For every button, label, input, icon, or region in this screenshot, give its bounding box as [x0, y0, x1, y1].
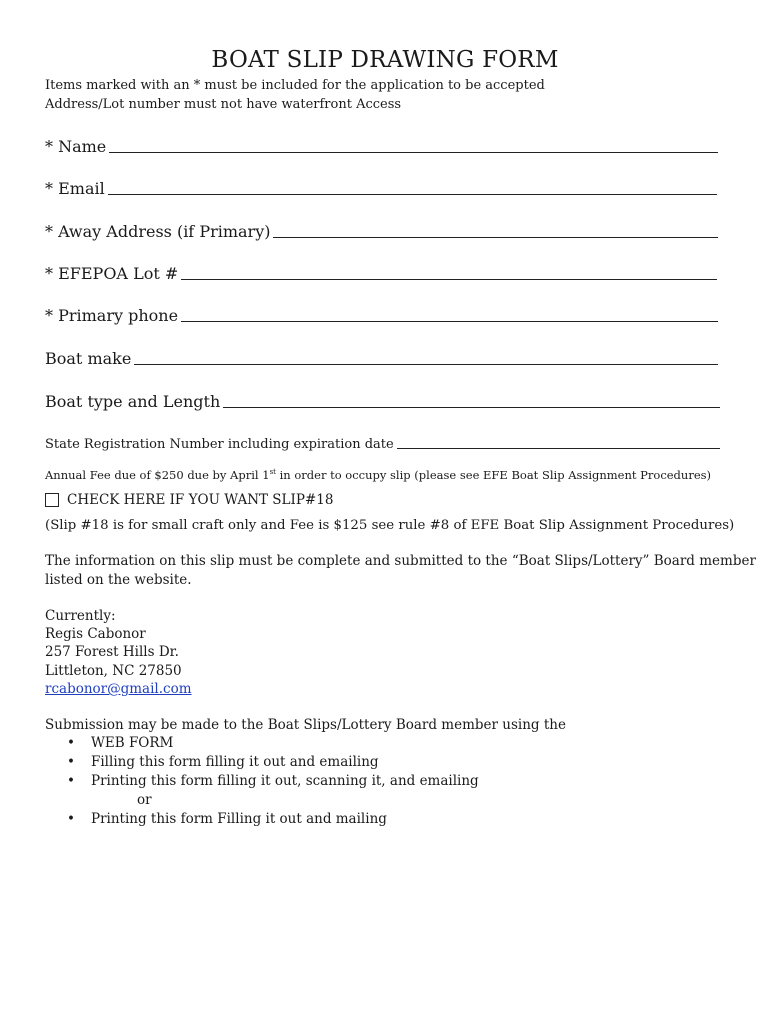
list-item: • WEB FORM [45, 734, 479, 753]
list-item-or: or [137, 792, 152, 808]
lot-input-line[interactable] [181, 263, 717, 280]
contact-name: Regis Cabonor [45, 626, 146, 642]
registration-input-line[interactable] [397, 432, 720, 449]
intro-address-note: Address/Lot number must not have waterfront Access [45, 97, 402, 112]
list-item: • Printing this form Filling it out and mailing [45, 810, 479, 829]
contact-city: Littleton, NC 27850 [45, 663, 182, 679]
list-item: • Printing this form filling it out, scanning it, and emailing [45, 772, 479, 791]
away-address-field [45, 221, 718, 241]
contact-email-link[interactable]: rcabonor@gmail.com [45, 681, 192, 697]
fee-prefix: Annual Fee due of $250 due by April 1 [45, 468, 270, 482]
boat-type-label: Boat type and Length [45, 392, 221, 411]
email-field [45, 178, 717, 198]
boat-type-input-line[interactable] [223, 391, 720, 408]
info-line-1: The information on this slip must be complete and submitted to the “Boat Slips/Lottery” Board member [45, 553, 756, 569]
registration-field [45, 432, 720, 452]
lot-field [45, 263, 717, 283]
fee-suffix: in order to occupy slip (please see EFE Boat Slip Assignment Procedures) [275, 468, 712, 482]
slip18-note: (Slip #18 is for small craft only and Fee is $125 see rule #8 of EFE Boat Slip Assignment Procedures) [45, 518, 735, 533]
boat-make-label: Boat make [45, 349, 132, 368]
info-line-2: listed on the website. [45, 572, 192, 588]
contact-street: 257 Forest Hills Dr. [45, 644, 179, 660]
phone-input-line[interactable] [181, 305, 718, 322]
name-input-line[interactable] [109, 136, 718, 153]
email-label: * Email [45, 179, 105, 198]
contact-heading: Currently: [45, 608, 116, 624]
page-title: BOAT SLIP DRAWING FORM [211, 47, 559, 73]
slip18-checkbox[interactable] [45, 493, 59, 507]
submission-intro: Submission may be made to the Boat Slips/Lottery Board member using the [45, 717, 566, 733]
away-address-label: * Away Address (if Primary) [45, 222, 271, 241]
slip18-checkbox-row [45, 492, 333, 508]
away-address-input-line[interactable] [273, 221, 718, 238]
list-item: • Filling this form filling it out and emailing [45, 753, 479, 772]
boat-make-input-line[interactable] [134, 348, 718, 365]
intro-required-note: Items marked with an * must be included for the application to be accepted [45, 78, 545, 93]
annual-fee-note [45, 468, 711, 482]
phone-field [45, 305, 718, 325]
slip18-checkbox-label: CHECK HERE IF YOU WANT SLIP#18 [67, 492, 334, 508]
boat-type-field [45, 391, 720, 411]
lot-label: * EFEPOA Lot # [45, 264, 179, 283]
name-label: * Name [45, 137, 107, 156]
fee-ordinal: st [269, 468, 276, 477]
submission-options-list [45, 734, 479, 829]
boat-make-field [45, 348, 718, 368]
phone-label: * Primary phone [45, 306, 179, 325]
registration-label: State Registration Number including expiration date [45, 437, 394, 452]
name-field [45, 136, 718, 156]
email-input-line[interactable] [108, 178, 717, 195]
